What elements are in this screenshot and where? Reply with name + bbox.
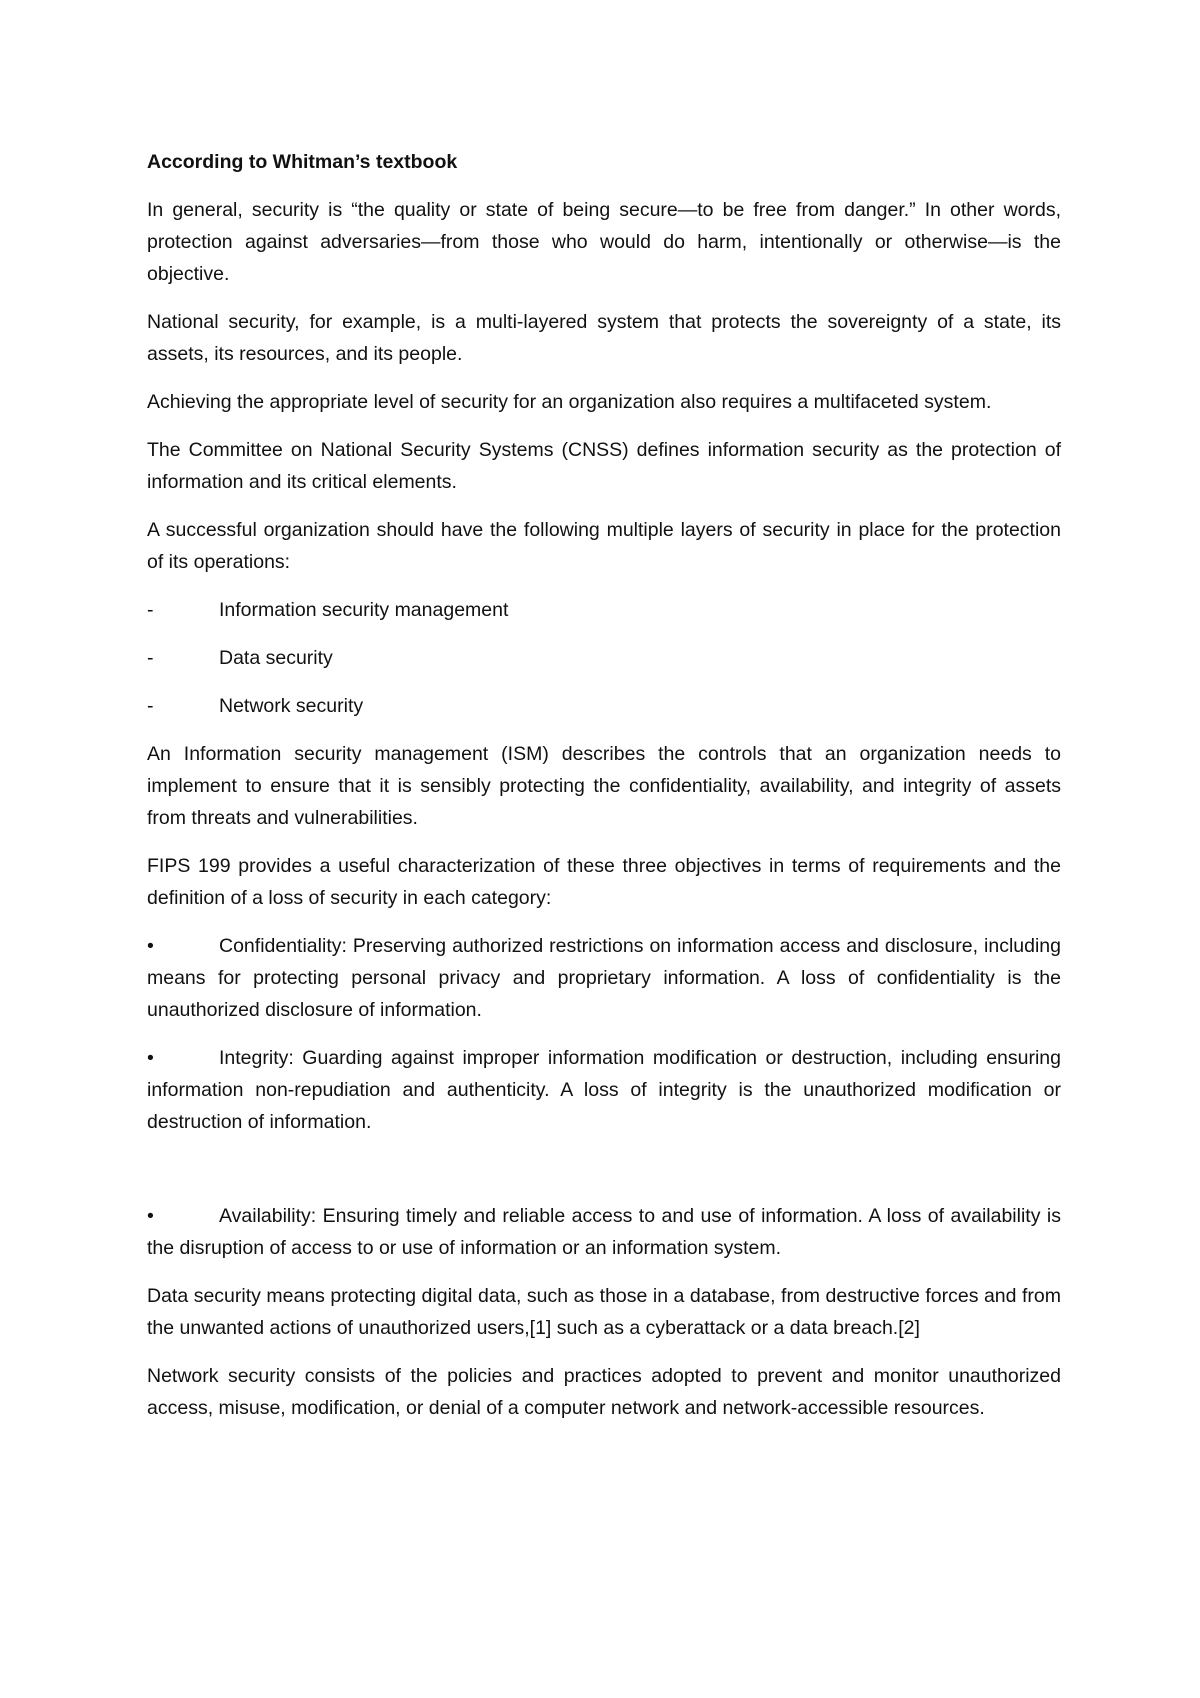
blank-line [147, 1154, 1061, 1200]
document-title: According to Whitman’s textbook [147, 151, 458, 173]
paragraph-national-security: National security, for example, is a multi-layered system that protects the sovereignty of a state, its assets, its resources, and its people. [147, 311, 1061, 365]
paragraph-cnss: The Committee on National Security Systems (CNSS) defines information security as the protection of information and its critical elements. [147, 439, 1061, 493]
list-item-text: Network security [219, 695, 364, 717]
list-item-text: Information security management [219, 599, 509, 621]
bullet-text: Confidentiality: Preserving authorized restrictions on information access and disclosure, including means for protecting personal privacy and proprietary information. A loss of confidentiality is the unauthorized disclosure of information. [147, 935, 1061, 1021]
paragraph-security-definition: In general, security is “the quality or state of being secure—to be free from danger.” In other words, protection against adversaries—from those who would do harm, intentionally or otherwise—is the objective. [147, 199, 1061, 285]
list-item [147, 642, 1061, 674]
dash-marker: - [147, 599, 154, 621]
list-item [147, 690, 1061, 722]
bullet-item-integrity [147, 1042, 1061, 1138]
paragraph-layers-intro: A successful organization should have the following multiple layers of security in place for the protection of its operations: [147, 519, 1061, 573]
paragraph-network-security: Network security consists of the policies and practices adopted to prevent and monitor unauthorized access, misuse, modification, or denial of a computer network and network-accessible resources. [147, 1365, 1061, 1419]
bullet-item-confidentiality [147, 930, 1061, 1026]
list-item-text: Data security [219, 647, 333, 669]
dash-marker: - [147, 695, 154, 717]
dash-marker: - [147, 647, 154, 669]
bullet-item-availability [147, 1200, 1061, 1264]
bullet-text: Integrity: Guarding against improper information modification or destruction, including ensuring information non-repudiation and authenticity. A loss of integrity is the unauthorized modification or destruction of information. [147, 1047, 1061, 1133]
bullet-text: Availability: Ensuring timely and reliable access to and use of information. A loss of availability is the disruption of access to or use of information or an information system. [147, 1205, 1061, 1259]
bullet-marker: • [147, 935, 154, 957]
bullet-marker: • [147, 1047, 154, 1069]
paragraph-data-security: Data security means protecting digital data, such as those in a database, from destructive forces and from the unwanted actions of unauthorized users,[1] such as a cyberattack or a data breach.[2] [147, 1285, 1061, 1339]
list-item [147, 594, 1061, 626]
paragraph-ism: An Information security management (ISM) describes the controls that an organization needs to implement to ensure that it is sensibly protecting the confidentiality, availability, and integrity of assets from threats and vulnerabilities. [147, 743, 1061, 829]
bullet-marker: • [147, 1205, 154, 1227]
paragraph-fips-199: FIPS 199 provides a useful characterization of these three objectives in terms of requirements and the definition of a loss of security in each category: [147, 855, 1061, 909]
document-page [147, 146, 1061, 1440]
paragraph-organization-security: Achieving the appropriate level of security for an organization also requires a multifaceted system. [147, 391, 992, 413]
